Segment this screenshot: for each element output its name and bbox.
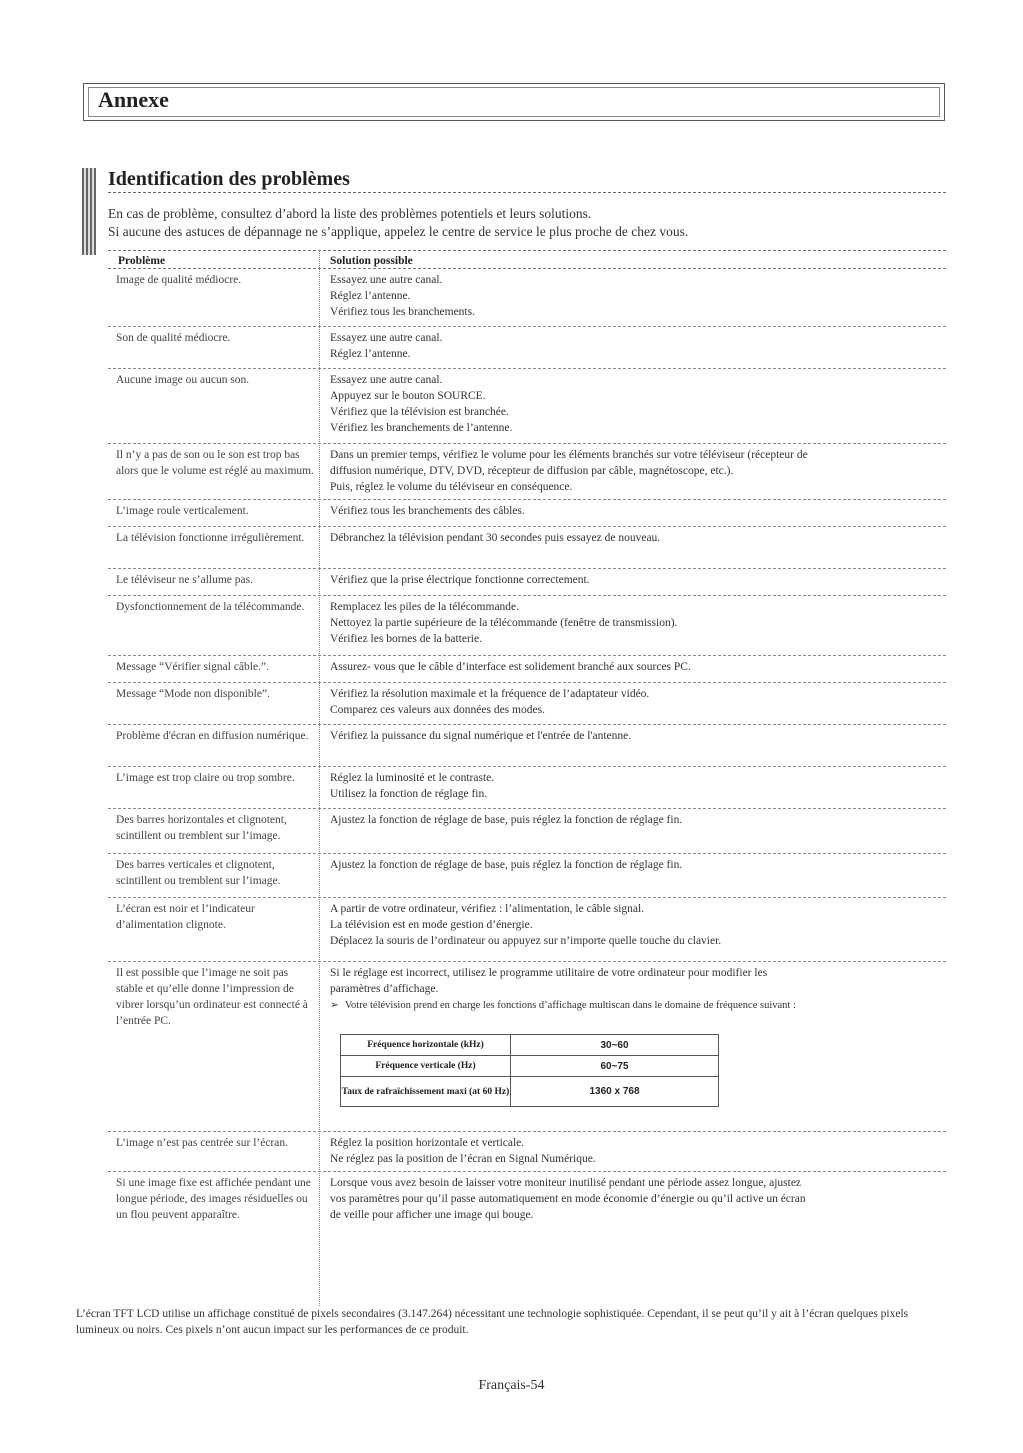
solution-cell [330, 599, 940, 647]
problem-cell: Il n’y a pas de son ou le son est trop bas alors que le volume est réglé au maximum. [116, 449, 314, 477]
table-row [108, 1132, 946, 1172]
problem-cell: Si une image fixe est affichée pendant une longue période, des images résiduelles ou un flou peuvent apparaître. [116, 1177, 311, 1221]
frequency-table [340, 1034, 719, 1107]
solution-cell [330, 686, 940, 718]
multiscan-note-text: Votre télévision prend en charge les fonctions d’affichage multiscan dans le domaine de fréquence suivant : [344, 1000, 796, 1011]
table-row [108, 962, 946, 1132]
solution-line: Essayez une autre canal. [330, 332, 443, 344]
solution-line: Essayez une autre canal. [330, 374, 443, 386]
solution-line: Vérifiez tous les branchements des câbles. [330, 505, 525, 517]
problem-cell: L’image n’est pas centrée sur l’écran. [116, 1137, 288, 1149]
table-row [108, 854, 946, 898]
table-header-row [108, 250, 946, 269]
problem-cell: Des barres horizontales et clignotent, scintillent ou tremblent sur l’image. [116, 814, 287, 842]
table-row [108, 809, 946, 854]
annex-header-bar [83, 83, 945, 121]
frequency-value: 1360 x 768 [511, 1077, 719, 1107]
frequency-value: 60~75 [511, 1056, 719, 1077]
solution-line: Vérifiez que la prise électrique fonctionne correctement. [330, 574, 590, 586]
solution-line: Si le réglage est incorrect, utilisez le programme utilitaire de votre ordinateur pour modifier les [330, 967, 768, 979]
solution-cell [330, 372, 940, 436]
table-row [108, 269, 946, 327]
intro-line-2: Si aucune des astuces de dépannage ne s’applique, appelez le centre de service le plus proche de chez vous. [108, 224, 689, 239]
solution-line: Puis, réglez le volume du téléviseur en conséquence. [330, 481, 573, 493]
problem-cell: L’image roule verticalement. [116, 505, 249, 517]
solution-line: Essayez une autre canal. [330, 274, 443, 286]
solution-line: Appuyez sur le bouton SOURCE. [330, 390, 486, 402]
problem-cell: L’écran est noir et l’indicateur d’alimentation clignote. [116, 903, 255, 931]
problem-cell: Dysfonctionnement de la télécommande. [116, 601, 305, 613]
table-row [108, 444, 946, 500]
table-row [108, 527, 946, 569]
section-title: Identification des problèmes [108, 168, 350, 190]
frequency-row [341, 1077, 719, 1107]
problem-cell: Son de qualité médiocre. [116, 332, 231, 344]
solution-line: Utilisez la fonction de réglage fin. [330, 788, 488, 800]
solution-line: Vérifiez tous les branchements. [330, 306, 475, 318]
intro-line-1: En cas de problème, consultez d’abord la liste des problèmes potentiels et leurs solutions. [108, 206, 592, 221]
column-divider [319, 250, 320, 1306]
table-row [108, 596, 946, 656]
solution-line: Vérifiez la puissance du signal numérique et l'entrée de l'antenne. [330, 730, 632, 742]
troubleshooting-table [108, 250, 946, 1453]
problem-cell: Message “Mode non disponible”. [116, 688, 270, 700]
problem-cell: Image de qualité médiocre. [116, 274, 242, 286]
solution-cell [330, 330, 940, 362]
frequency-row [341, 1035, 719, 1056]
problem-cell: Le téléviseur ne s’allume pas. [116, 574, 253, 586]
solution-cell [330, 1175, 940, 1223]
frequency-row [341, 1056, 719, 1077]
footnote: L’écran TFT LCD utilise un affichage constitué de pixels secondaires (3.147.264) nécessitant une technologie sophistiquée. Cependant, il se peut qu’il y ait à l’écran quelques pixels lumineux ou noirs. Ces pixels n’ont aucun impact sur les performances de ce produit. [76, 1308, 909, 1336]
frequency-key: Fréquence verticale (Hz) [341, 1056, 511, 1077]
problem-cell: Aucune image ou aucun son. [116, 374, 250, 386]
section-marker-bar [82, 168, 96, 255]
solution-line: Ajustez la fonction de réglage de base, puis réglez la fonction de réglage fin. [330, 814, 683, 826]
table-row [108, 898, 946, 962]
solution-cell [330, 770, 940, 802]
solution-cell [330, 965, 940, 1014]
solution-cell [330, 447, 940, 495]
solution-line: Ne réglez pas la position de l’écran en Signal Numérique. [330, 1153, 596, 1165]
solution-cell [330, 503, 940, 519]
solution-line: Remplacez les piles de la télécommande. [330, 601, 520, 613]
problem-cell: Problème d'écran en diffusion numérique. [116, 730, 309, 742]
solution-line: Vérifiez la résolution maximale et la fréquence de l’adaptateur vidéo. [330, 688, 650, 700]
table-row [108, 500, 946, 527]
solution-line: Vérifiez les branchements de l’antenne. [330, 422, 513, 434]
solution-line: diffusion numérique, DTV, DVD, récepteur de diffusion par câble, magnétoscope, etc.). [330, 465, 734, 477]
problem-cell: Il est possible que l’image ne soit pas stable et qu’elle donne l’impression de vibrer lorsqu’un ordinateur est connecté à l’entrée PC. [116, 967, 308, 1027]
column-header-problem: Problème [118, 255, 166, 267]
solution-line: de veille pour afficher une image qui bouge. [330, 1209, 534, 1221]
solution-line: Assurez- vous que le câble d’interface est solidement branché aux sources PC. [330, 661, 691, 673]
problem-cell: La télévision fonctionne irrégulièrement. [116, 532, 305, 544]
problem-cell: L’image est trop claire ou trop sombre. [116, 772, 295, 784]
solution-line: Réglez la position horizontale et verticale. [330, 1137, 525, 1149]
frequency-value: 30~60 [511, 1035, 719, 1056]
annex-header-inner-frame [88, 87, 940, 117]
column-header-solution: Solution possible [330, 255, 413, 267]
page-number: Français-54 [478, 1378, 545, 1393]
solution-line: Déplacez la souris de l’ordinateur ou appuyez sur n’importe quelle touche du clavier. [330, 935, 722, 947]
solution-cell [330, 659, 940, 675]
solution-line: paramètres d’affichage. [330, 983, 439, 995]
solution-line: vos paramètres pour qu’il passe automatiquement en mode économie d’énergie ou qu’il active un écran [330, 1193, 806, 1205]
solution-line: La télévision est en mode gestion d’énergie. [330, 919, 533, 931]
table-row [108, 1172, 946, 1306]
table-row [108, 327, 946, 369]
section-title-rule [108, 192, 946, 193]
solution-line: Réglez l’antenne. [330, 290, 411, 302]
solution-line: Ajustez la fonction de réglage de base, puis réglez la fonction de réglage fin. [330, 859, 683, 871]
table-row [108, 656, 946, 683]
problem-cell: Des barres verticales et clignotent, scintillent ou tremblent sur l’image. [116, 859, 281, 887]
solution-line: Comparez ces valeurs aux données des modes. [330, 704, 545, 716]
solution-line: Réglez la luminosité et le contraste. [330, 772, 495, 784]
table-row [108, 369, 946, 444]
table-row [108, 569, 946, 596]
table-row [108, 683, 946, 725]
table-row [108, 725, 946, 767]
solution-cell [330, 728, 940, 744]
solution-cell [330, 812, 940, 828]
multiscan-note [330, 997, 940, 1014]
solution-cell [330, 572, 940, 588]
solution-line: Vérifiez que la télévision est branchée. [330, 406, 509, 418]
solution-line: Dans un premier temps, vérifiez le volume pour les éléments branchés sur votre téléviseur (récepteur de [330, 449, 808, 461]
frequency-key: Taux de rafraîchissement maxi (at 60 Hz) [341, 1077, 511, 1107]
solution-cell [330, 857, 940, 873]
solution-cell [330, 901, 940, 949]
table-row [108, 767, 946, 809]
problem-cell: Message “Vérifier signal câble.”. [116, 661, 269, 673]
annex-title: Annexe [98, 87, 169, 112]
solution-cell [330, 272, 940, 320]
solution-line: Réglez l’antenne. [330, 348, 411, 360]
solution-line: Lorsque vous avez besoin de laisser votre moniteur inutilisé pendant une période assez longue, ajustez [330, 1177, 802, 1189]
solution-line: Débranchez la télévision pendant 30 secondes puis essayez de nouveau. [330, 532, 661, 544]
solution-line: Nettoyez la partie supérieure de la télécommande (fenêtre de transmission). [330, 617, 678, 629]
arrow-icon: ➢ [330, 999, 339, 1011]
solution-cell [330, 1135, 940, 1167]
solution-line: Vérifiez les bornes de la batterie. [330, 633, 482, 645]
solution-line: A partir de votre ordinateur, vérifiez : l’alimentation, le câble signal. [330, 903, 645, 915]
solution-cell [330, 530, 940, 546]
frequency-key: Fréquence horizontale (kHz) [341, 1035, 511, 1056]
